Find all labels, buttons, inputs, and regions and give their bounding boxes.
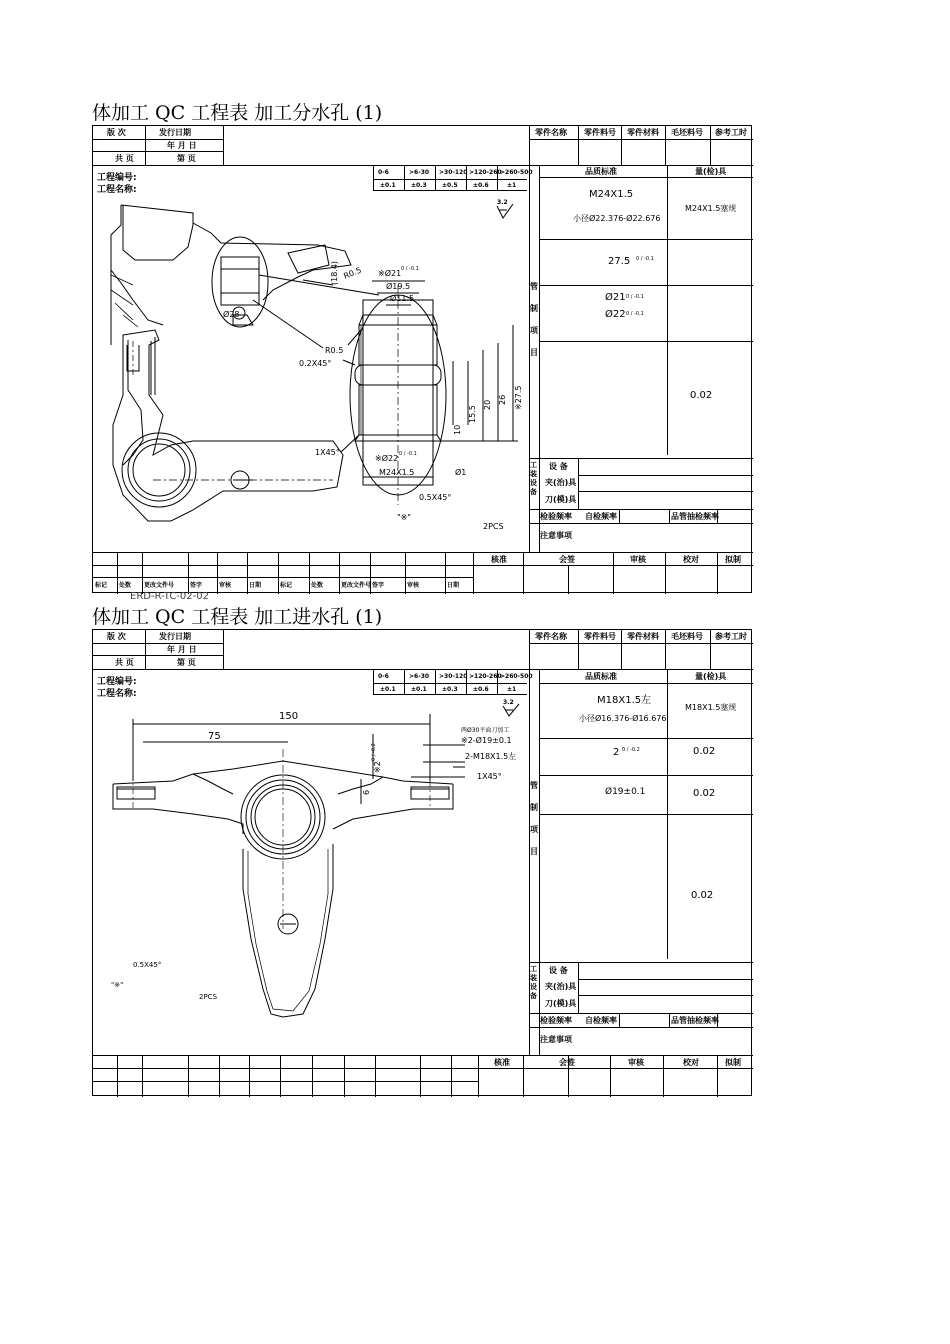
dim-26: 26 <box>498 394 507 405</box>
self-check-label: 自检频率 <box>585 1016 617 1025</box>
total-pages-label: 共 页 <box>115 154 134 163</box>
revision-col-label: 日期 <box>447 582 460 589</box>
revision-col-line <box>451 1055 452 1097</box>
revision-col-line <box>278 552 279 594</box>
dim-d19-5: Ø19.5 <box>386 282 411 291</box>
footer-reviewed: 审核 <box>628 1058 644 1067</box>
fixture-label: 夹(治)具 <box>545 982 577 991</box>
revision-col-line <box>478 1055 479 1097</box>
revision-col-label: 标记 <box>95 582 108 589</box>
revision-col-label: 标记 <box>280 582 293 589</box>
revision-col-line <box>249 1055 250 1097</box>
dim-c1: 1X45° <box>315 448 340 457</box>
dim-d19: ※2-Ø19±0.1 <box>461 736 512 745</box>
revision-col-line <box>142 552 143 594</box>
revision-col-label: 审核 <box>407 582 420 589</box>
dim-27-5: ※27.5 <box>514 385 523 410</box>
ref-process-label: 参考工时 <box>715 128 747 137</box>
dim-10: 10 <box>453 424 462 435</box>
dim-d22: ※Ø22 <box>375 454 399 463</box>
version-label: 版 次 <box>107 632 126 641</box>
drawing-water-inlet <box>93 669 529 1055</box>
star-note: "※" <box>397 513 412 522</box>
dim-15-5: 15.5 <box>468 405 477 423</box>
dim-2-tol: 0 / -0.2 <box>371 743 377 761</box>
spec-dia-19: Ø19±0.1 <box>605 787 646 797</box>
qty-note: 2PCS <box>199 993 218 1001</box>
spec-gauge-2: 0.02 <box>693 746 716 757</box>
equipment-group-label: 工装设备 <box>530 461 537 496</box>
revision-col-line <box>188 1055 189 1097</box>
process-no-label: 工程编号: <box>97 677 137 687</box>
inspection-freq-label: 检验频率 <box>540 512 572 521</box>
dim-18-4: (18.4) <box>330 260 339 285</box>
quality-std-label: 品质标准 <box>585 672 617 681</box>
part-no-label: 零件料号 <box>584 128 616 137</box>
dim-6: 6 <box>362 789 371 795</box>
qc-check-label: 品管抽检频率 <box>671 512 719 521</box>
sheet2-frame <box>92 629 752 1096</box>
dim-d11-5: Ø11.5 <box>390 294 415 303</box>
revision-col-line <box>217 552 218 594</box>
footer-approved: 会签 <box>559 1058 575 1067</box>
footer-prepared: 核准 <box>494 1058 510 1067</box>
spec-flatness: 0.02 <box>690 390 713 401</box>
tol-range: 0-6 <box>378 169 389 176</box>
revision-col-line <box>312 1055 313 1097</box>
footer-prepared: 核准 <box>491 555 507 564</box>
tol-range: >6-30 <box>409 169 430 176</box>
tol-value: ±0.1 <box>380 182 396 189</box>
spec-depth: 27.5 <box>608 256 631 267</box>
dim-d21-tol: 0 / -0.1 <box>401 266 419 272</box>
drawing-water-outlet <box>93 165 529 552</box>
footer-approved: 会签 <box>559 555 575 564</box>
footer-checked: 校对 <box>683 1058 699 1067</box>
version-label: 版 次 <box>107 128 126 137</box>
page-no-label: 第 页 <box>177 658 196 667</box>
material-label: 零件材料 <box>627 632 659 641</box>
self-check-label: 自检频率 <box>585 512 617 521</box>
spec-flatness: 0.02 <box>691 890 714 901</box>
part-name-label: 零件名称 <box>535 632 567 641</box>
dim-r05-top: R0.5 <box>342 265 363 281</box>
tol-value: ±1 <box>507 182 517 189</box>
tol-range: >120-260 <box>469 169 502 176</box>
process-name-label: 工程名称: <box>97 185 137 195</box>
revision-col-label: 处数 <box>119 582 132 589</box>
revision-col-line <box>117 552 118 594</box>
revision-col-line <box>117 1055 118 1097</box>
dim-m24: M24X1.5 <box>379 468 415 477</box>
revision-col-line <box>219 1055 220 1097</box>
revision-col-label: 签字 <box>372 582 385 589</box>
tol-range: >6-30 <box>409 673 430 680</box>
notes-label: 注意事项 <box>540 1035 572 1044</box>
dim-o1: Ø1 <box>455 468 467 477</box>
control-items-label: 管 制 项 目 <box>530 781 538 856</box>
spec-dia-a-tol: 0 / -0.1 <box>626 294 644 300</box>
notes-label: 注意事项 <box>540 531 572 540</box>
tol-range: >120-260 <box>469 673 502 680</box>
surface-mark: 3.2 <box>503 699 514 706</box>
material-label: 零件材料 <box>627 128 659 137</box>
revision-col-line <box>344 1055 345 1097</box>
spec-gauge-3: 0.02 <box>693 788 716 799</box>
process-name-label: 工程名称: <box>97 689 137 699</box>
dim-c02: 0.2X45° <box>299 359 332 368</box>
doc-number: ERD-R-TC-02-02 <box>130 591 209 600</box>
issue-date-label: 发行日期 <box>159 128 191 137</box>
revision-col-label: 审核 <box>219 582 232 589</box>
dim-20: 20 <box>483 399 492 410</box>
gauge-label: 量(检)具 <box>695 672 727 681</box>
process-no-label: 工程编号: <box>97 173 137 183</box>
spec-gauge: M24X1.5塞规 <box>685 204 737 213</box>
spec-thread: M24X1.5 <box>589 189 634 200</box>
revision-col-line <box>247 552 248 594</box>
tol-range: >260-500 <box>500 673 533 680</box>
revision-col-line <box>445 552 446 594</box>
equipment-label: 设 备 <box>549 966 568 975</box>
inspection-freq-label: 检验频率 <box>540 1016 572 1025</box>
footer-drawn: 拟制 <box>725 1058 741 1067</box>
dim-face-note: 两Ø30平面刀加工 <box>461 727 510 734</box>
tol-range: >260-500 <box>500 169 533 176</box>
tool-label: 刀(模)具 <box>545 999 577 1008</box>
dim-r05: R0.5 <box>325 346 344 355</box>
total-pages-label: 共 页 <box>115 658 134 667</box>
revision-col-line <box>473 552 474 594</box>
tol-value: ±0.6 <box>473 686 489 693</box>
dim-2: ※2 <box>373 761 382 773</box>
ymd-label: 年 月 日 <box>167 141 197 150</box>
dim-d21: ※Ø21 <box>378 269 402 278</box>
revision-col-label: 日期 <box>249 582 262 589</box>
spec-dim-2: 2 <box>613 747 620 758</box>
revision-col-label: 更改文件号 <box>144 582 175 589</box>
spec-minor-dia: 小径Ø22.376-Ø22.676 <box>573 214 661 223</box>
page-no-label: 第 页 <box>177 154 196 163</box>
revision-col-line <box>309 552 310 594</box>
footer-reviewed: 审核 <box>630 555 646 564</box>
blank-no-label: 毛坯料号 <box>671 128 703 137</box>
spec-minor-dia: 小径Ø16.376-Ø16.676 <box>579 714 667 723</box>
revision-col-label: 签字 <box>190 582 203 589</box>
revision-col-line <box>375 1055 376 1097</box>
control-items-label: 管 制 项 目 <box>530 282 538 357</box>
dim-75: 75 <box>208 731 221 742</box>
dim-d28: Ø28 <box>223 310 240 319</box>
tol-value: ±0.3 <box>442 686 458 693</box>
equipment-group-label: 工装设备 <box>530 965 537 1000</box>
tol-value: ±0.5 <box>442 182 458 189</box>
revision-col-line <box>339 552 340 594</box>
tol-value: ±0.1 <box>380 686 396 693</box>
part-name-label: 零件名称 <box>535 128 567 137</box>
sheet1-title: 体加工 QC 工程表 加工分水孔 (1) <box>92 102 383 124</box>
spec-thread: M18X1.5左 <box>597 695 652 706</box>
quality-std-label: 品质标准 <box>585 167 617 176</box>
sheet2-title: 体加工 QC 工程表 加工进水孔 (1) <box>92 606 383 628</box>
revision-col-line <box>142 1055 143 1097</box>
part-no-label: 零件料号 <box>584 632 616 641</box>
surface-mark: 3.2 <box>497 199 508 206</box>
sheet1-frame <box>92 125 752 593</box>
qc-check-label: 品管抽检频率 <box>671 1016 719 1025</box>
dim-chamfer: 0.5X45° <box>419 493 452 502</box>
dim-chamfer: 0.5X45° <box>133 961 162 969</box>
star-note: "※" <box>111 981 124 989</box>
revision-col-line <box>188 552 189 594</box>
tol-range: >30-120 <box>439 169 468 176</box>
ref-process-label: 参考工时 <box>715 632 747 641</box>
footer-checked: 校对 <box>683 555 699 564</box>
tol-value: ±0.3 <box>411 182 427 189</box>
tol-value: ±0.1 <box>411 686 427 693</box>
footer-drawn: 拟制 <box>725 555 741 564</box>
ymd-label: 年 月 日 <box>167 645 197 654</box>
gauge-label: 量(检)具 <box>695 167 727 176</box>
equipment-label: 设 备 <box>549 462 568 471</box>
spec-dia-a: Ø21 <box>605 292 626 303</box>
tool-label: 刀(模)具 <box>545 495 577 504</box>
tol-value: ±1 <box>507 686 517 693</box>
dim-d22-tol: 0 / -0.1 <box>399 451 417 457</box>
revision-col-label: 处数 <box>311 582 324 589</box>
dim-m18: 2-M18X1.5左 <box>465 752 517 761</box>
blank-no-label: 毛坯料号 <box>671 632 703 641</box>
revision-col-label: 更改文件号 <box>341 582 372 589</box>
spec-dia-b-tol: 0 / -0.1 <box>626 311 644 317</box>
revision-col-line <box>280 1055 281 1097</box>
revision-col-line <box>405 552 406 594</box>
tol-range: >30-120 <box>439 673 468 680</box>
qty-note: 2PCS <box>483 522 504 531</box>
dim-150: 150 <box>279 711 299 722</box>
dim-c1: 1X45° <box>477 772 502 781</box>
spec-dia-b: Ø22 <box>605 309 626 320</box>
revision-col-line <box>420 1055 421 1097</box>
spec-depth-tol: 0 / -0.1 <box>636 256 654 262</box>
tol-value: ±0.6 <box>473 182 489 189</box>
issue-date-label: 发行日期 <box>159 632 191 641</box>
tol-range: 0-6 <box>378 673 389 680</box>
fixture-label: 夹(治)具 <box>545 478 577 487</box>
spec-gauge: M18X1.5塞规 <box>685 703 737 712</box>
spec-dim-2-tol: 0 / -0.2 <box>622 747 640 753</box>
